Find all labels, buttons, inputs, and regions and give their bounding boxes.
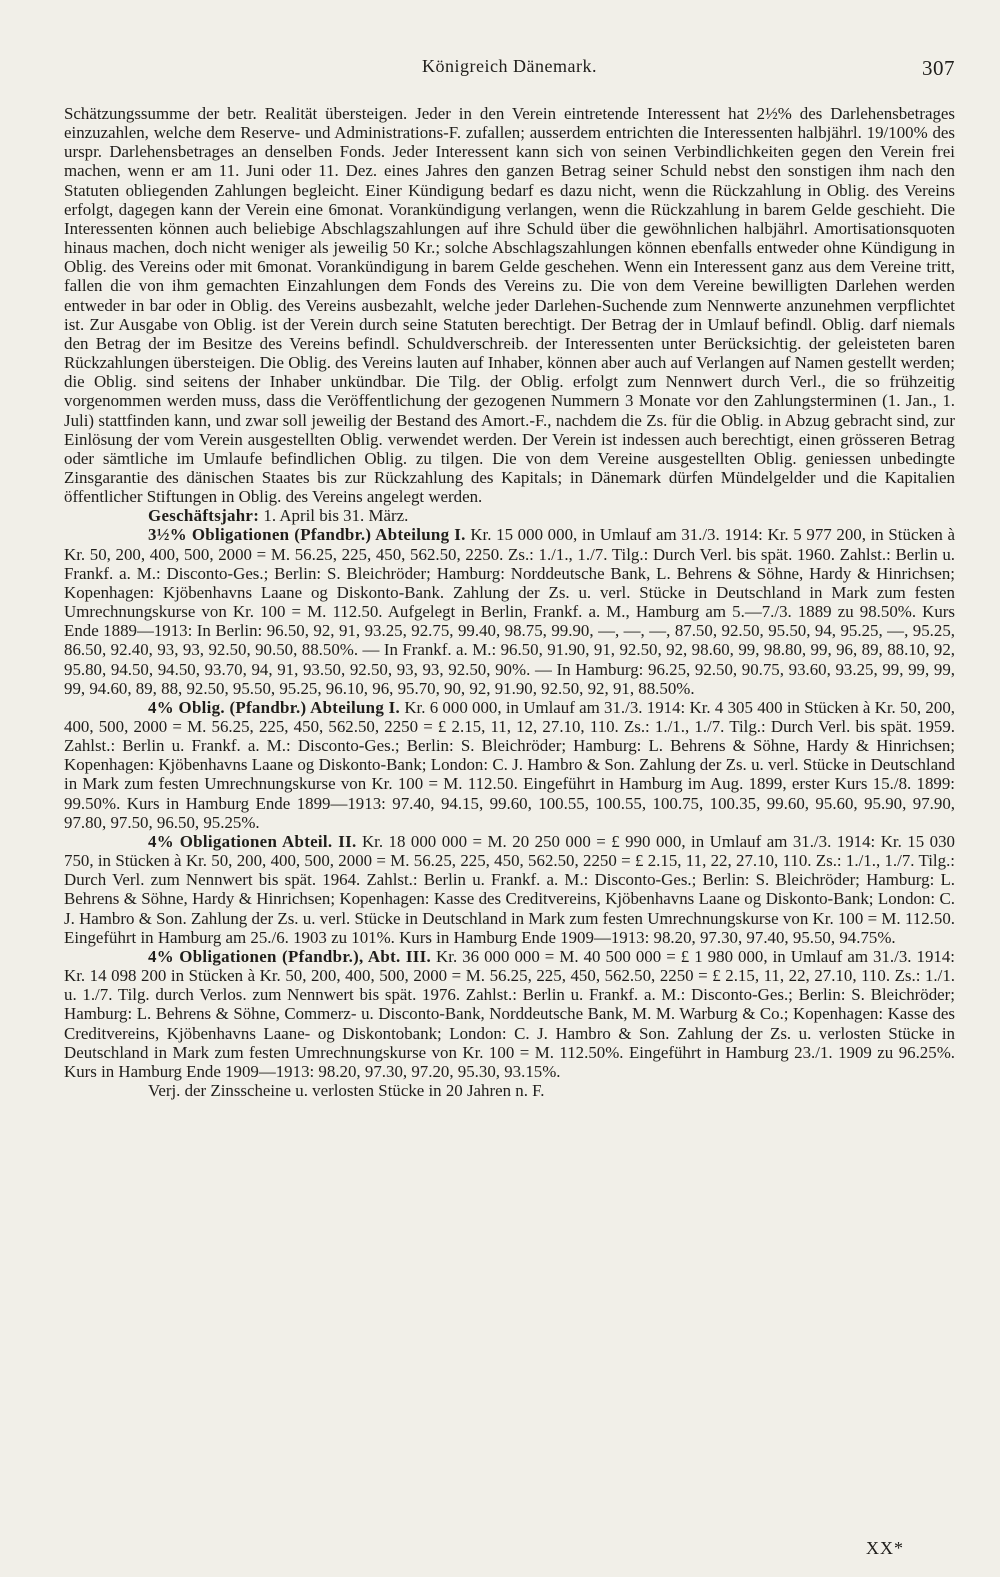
- body-text: [64, 104, 955, 1100]
- bond-section-abt1-4: [64, 698, 955, 832]
- signature-mark: XX*: [866, 1538, 904, 1558]
- section-heading: 3½% Obligationen (Pfandbr.) Abteilung I.: [148, 525, 466, 545]
- section-text: Kr. 15 000 000, in Umlauf am 31./3. 1914: Kr. 5 977 200, in Stücken à Kr. 50, 200, 400, 500, 2000 = M. 56.25, 225, 450, 562.50, 2250. Zs.: 1./1., 1./7. Tilg.: Durch Verl. bis spät. 1960. Zahlst.: Berlin u. Frankf. a. M.: Disconto-Ges.; Berlin: S. Bleichröder; Hamburg: Norddeutsche Bank, L. Behrens & Söhne, Hardy & Hinrichsen; Kopenhagen: Kjöbenhavns Laane og Diskonto-Bank. Zahlung der Zs. u. verl. Stücke in Deutschland in Mark zum festen Umrechnungskurse von Kr. 100 = M. 112.50. Aufgelegt in Berlin, Frankf. a. M., Hamburg am 5.—7./3. 1889 zu 98.50%. Kurs Ende 1889—1913: In Berlin: 96.50, 92, 91, 93.25, 92.75, 99.40, 98.75, 99.90, —, —, —, 87.50, 92.50, 95.50, 94, 95.25, —, 95.25, 86.50, 92.40, 93, 93, 92.50, 90.50, 88.50%. — In Frankf. a. M.: 96.50, 91.90, 91, 92.50, 92, 98.60, 99, 98.80, 99, 96, 89, 88.10, 92, 95.80, 94.50, 94.50, 93.70, 94, 91, 93.50, 92.50, 93, 93, 92.50, 90%. — In Hamburg: 96.25, 92.50, 90.75, 93.60, 93.25, 99, 99, 99, 99, 94.60, 89, 88, 92.50, 95.50, 95.25, 96.10, 96, 95.70, 90, 92, 91.90, 92.50, 92, 91, 88.50%.: [64, 525, 955, 698]
- page-number: 307: [922, 56, 955, 80]
- page-header: [64, 48, 955, 88]
- section-heading: 4% Oblig. (Pfandbr.) Abteilung I.: [148, 697, 401, 717]
- intro-paragraph: Schätzungssumme der betr. Realität übersteigen. Jeder in den Verein eintretende Interessent hat 2½% des Darlehensbetrages einzuzahlen, welche dem Reserve- und Administrations-F. zufallen; ausserdem entrichten die Interessenten halbjährl. 19/100% des urspr. Darlehensbetrages an denselben Fonds. Jeder Interessent kann sich von seinen Verbindlichkeiten gegen den Verein frei machen, wenn er am 11. Juni oder 11. Dez. eines Jahres den ganzen Betrag seiner Schuld nebst den sonstigen ihm nach den Statuten obliegenden Zahlungen begleicht. Einer Kündigung bedarf es dazu nicht, wenn die Rückzahlung in Oblig. des Vereins erfolgt, dagegen kann der Verein eine 6monat. Vorankündigung verlangen, wenn die Rückzahlung in barem Gelde geschieht. Die Interessenten können auch beliebige Abschlagszahlungen auf ihre Schuld über die gewöhnlichen halbjährl. Amortisationsquoten hinaus machen, doch nicht weniger als jeweilig 50 Kr.; solche Abschlagszahlungen können ebenfalls entweder ohne Kündigung in Oblig. des Vereins oder mit 6monat. Vorankündigung in barem Gelde geschehen. Wenn ein Interessent ganz aus dem Vereine tritt, fallen die von ihm gemachten Einzahlungen dem Fonds des Vereins zu. Die von dem Vereine bewilligten Darlehen werden entweder in bar oder in Oblig. des Vereins ausbezahlt, welche jeder Darlehen-Suchende zum Nennwerte anzunehmen verpflichtet ist. Zur Ausgabe von Oblig. ist der Verein durch seine Statuten berechtigt. Der Betrag der in Umlauf befindl. Oblig. darf niemals den Betrag der im Besitze des Vereins befindl. Schuldverschreib. der Interessenten unter Berücksichtig. der geleisteten baren Rückzahlungen übersteigen. Die Oblig. des Vereins lauten auf Inhaber, können aber auch auf Verlangen auf Namen gestellt werden; die Oblig. sind seitens der Inhaber unkündbar. Die Tilg. der Oblig. erfolgt zum Nennwert durch Verl., die so frühzeitig vorgenommen werden muss, dass die Veröffentlichung der gezogenen Nummern 3 Monate vor den Zahlungsterminen (1. Jan., 1. Juli) stattfinden kann, und zwar soll jeweilig der Bestand des Amort.-F., nachdem die Zs. für die Oblig. in Abzug gebracht sind, zur Einlösung der vom Verein ausgestellten Oblig. verwendet werden. Der Verein ist indessen auch berechtigt, einen grösseren Betrag oder sämtliche im Umlaufe befindlichen Oblig. zu tilgen. Die von dem Vereine ausgestellten Oblig. geniessen unbedingte Zinsgarantie des dänischen Staates bis zur Rückzahlung des Kapitals; in Dänemark dürfen Mündelgelder und die Kapitalien öffentlicher Stiftungen in Oblig. des Vereins angelegt werden.: [64, 104, 955, 507]
- bond-section-abt2: [64, 832, 955, 947]
- section-text: Kr. 6 000 000, in Umlauf am 31./3. 1914: Kr. 4 305 400 in Stücken à Kr. 50, 200, 400, 500, 2000 = M. 56.25, 225, 450, 562.50, 2250 = £ 2.15, 11, 12, 27.10, 110. Zs.: 1./1., 1./7. Tilg.: Durch Verl. bis spät. 1959. Zahlst.: Berlin u. Frankf. a. M.: Disconto-Ges.; Berlin: S. Bleichröder; Hamburg: L. Behrens & Söhne, Hardy & Hinrichsen; Kopenhagen: Kjöbenhavns Laane og Diskonto-Bank; London: C. J. Hambro & Son. Zahlung der Zs. u. verl. Stücke in Deutschland in Mark zum festen Umrechnungskurse von Kr. 100 = M. 112.50. Eingeführt in Hamburg im Aug. 1899, erster Kurs 15./8. 1899: 99.50%. Kurs in Hamburg Ende 1899—1913: 97.40, 94.15, 99.60, 100.55, 100.55, 100.75, 100.35, 99.60, 95.60, 95.90, 97.90, 97.80, 97.50, 96.50, 95.25%.: [64, 697, 955, 832]
- section-heading: 4% Obligationen (Pfandbr.), Abt. III.: [148, 946, 432, 966]
- fiscal-year-paragraph: [64, 506, 955, 525]
- section-text: Kr. 36 000 000 = M. 40 500 000 = £ 1 980 000, in Umlauf am 31./3. 1914: Kr. 14 098 200 in Stücken à Kr. 50, 200, 400, 500, 2000 = M. 56.25, 225, 450, 562.50, 2250 = £ 2.15, 11, 22, 27.10, 110. Zs.: 1./1. u. 1./7. Tilg. durch Verlos. zum Nennwert bis spät. 1976. Zahlst.: Berlin u. Frankf. a. M.: Disconto-Ges.; Berlin: S. Bleichröder; Hamburg: L. Behrens & Söhne, Commerz- u. Disconto-Bank, Norddeutsche Bank, M. M. Warburg & Co.; Kopenhagen: Kasse des Creditvereins, Kjöbenhavns Laane- og Diskontobank; London: C. J. Hambro & Son. Zahlung der Zs. u. verlosten Stücke in Deutschland in Mark zum festen Umrechnungskurse von Kr. 100 = M. 112.50%. Eingeführt in Hamburg 23./1. 1909 zu 96.25%. Kurs in Hamburg Ende 1909—1913: 98.20, 97.30, 97.20, 95.30, 93.15%.: [64, 946, 955, 1081]
- fiscal-year-text: 1. April bis 31. März.: [259, 506, 409, 526]
- bond-section-abt1-3-5: [64, 525, 955, 697]
- bond-section-abt3: [64, 947, 955, 1081]
- closing-line: Verj. der Zinsscheine u. verlosten Stücke in 20 Jahren n. F.: [148, 1080, 545, 1100]
- section-heading: 4% Obligationen Abteil. II.: [148, 831, 357, 851]
- fiscal-year-label: Geschäftsjahr:: [148, 506, 260, 526]
- section-text: Kr. 18 000 000 = M. 20 250 000 = £ 990 000, in Umlauf am 31./3. 1914: Kr. 15 030 750, in Stücken à Kr. 50, 200, 400, 500, 2000 = M. 56.25, 225, 450, 562.50, 2250 = £ 2.15, 11, 22, 27.10, 110. Zs.: 1./1., 1./7. Tilg.: Durch Verl. zum Nennwert bis spät. 1964. Zahlst.: Berlin u. Frankf. a. M.: Disconto-Ges.; Berlin: S. Bleichröder; Hamburg: L. Behrens & Söhne, Hardy & Hinrichsen; Kopenhagen: Kasse des Creditvereins, Kjöbenhavns Laane og Diskonto-Bank; London: C. J. Hambro & Son. Zahlung der Zs. u. verl. Stücke in Deutschland in Mark zum festen Umrechnungskurse von Kr. 100 = M. 112.50. Eingeführt in Hamburg am 25./6. 1903 zu 101%. Kurs in Hamburg Ende 1909—1913: 98.20, 97.30, 97.40, 95.50, 94.75%.: [64, 831, 956, 947]
- running-title: Königreich Dänemark.: [422, 56, 597, 76]
